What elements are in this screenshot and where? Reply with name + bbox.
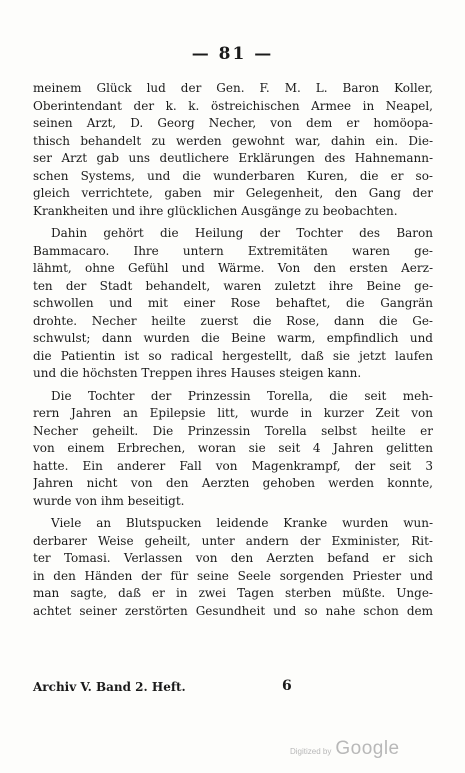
text-line: gleich verrichtete, gaben mir Gelegenheit, den Gang der: [33, 186, 433, 200]
body-text: [33, 80, 433, 620]
text-line: wurde von ihm beseitigt.: [33, 493, 185, 508]
text-line: Die Tochter der Prinzessin Torella, die seit meh-: [51, 388, 433, 403]
text-line: schen Systems, und die wunderbaren Kuren, die er so-: [33, 168, 433, 183]
footer-signature: Archiv V. Band 2. Heft.: [33, 680, 186, 694]
text-line: Dahin gehört die Heilung der Tochter des Baron: [51, 226, 433, 240]
text-line: achtet seiner zerstörten Gesundheit und so nahe schon dem: [33, 603, 433, 618]
text-line: in den Händen der für seine Seele sorgenden Priester und: [33, 568, 433, 583]
text-line: lähmt, ohne Gefühl und Wärme. Von den ersten Aerz-: [33, 261, 433, 275]
text-line: ser Arzt gab uns deutlichere Erklärungen des Hahnemann-: [33, 151, 433, 165]
footer-sheet-number: 6: [282, 678, 292, 694]
paragraph: [33, 388, 433, 511]
text-line: meinem Glück lud der Gen. F. M. L. Baron Koller,: [33, 81, 433, 95]
text-line: Oberintendant der k. k. östreichischen Armee in Neapel,: [33, 98, 433, 113]
text-line: Krankheiten und ihre glücklichen Ausgänge zu beobachten.: [33, 203, 398, 218]
watermark-prefix: Digitized by: [290, 747, 332, 756]
digitized-watermark: [290, 738, 400, 760]
text-line: Necher geheilt. Die Prinzessin Torella selbst heilte er: [33, 423, 433, 438]
page-number: — 81 —: [191, 44, 274, 64]
text-line: ter Tomasi. Verlassen von den Aerzten befand er sich: [33, 551, 433, 565]
text-line: thisch behandelt zu werden gewohnt war, dahin ein. Die-: [33, 133, 433, 148]
text-line: und die höchsten Treppen ihres Hauses steigen kann.: [33, 366, 362, 380]
text-line: die Patientin ist so radical hergestellt, daß sie jetzt laufen: [33, 348, 433, 363]
text-line: man sagte, daß er in zwei Tagen sterben müßte. Unge-: [33, 586, 433, 600]
text-line: schwulst; dann wurden die Beine warm, empfindlich und: [33, 331, 433, 345]
text-line: ten der Stadt behandelt, waren zuletzt ihre Beine ge-: [33, 278, 433, 293]
paragraph: [33, 80, 433, 220]
text-line: hatte. Ein anderer Fall von Magenkrampf, der seit 3: [33, 458, 433, 473]
text-line: Bammacaro. Ihre untern Extremitäten waren ge-: [33, 243, 433, 258]
text-line: von einem Erbrechen, woran sie seit 4 Jahren gelitten: [33, 441, 433, 455]
text-line: Jahren nicht von den Aerzten gehoben werden konnte,: [33, 476, 433, 490]
text-line: derbarer Weise geheilt, unter andern der Exminister, Rit-: [33, 533, 433, 548]
watermark-brand: Google: [335, 738, 400, 759]
text-line: schwollen und mit einer Rose behaftet, die Gangrän: [33, 296, 433, 310]
text-line: rern Jahren an Epilepsie litt, wurde in kurzer Zeit von: [33, 406, 433, 420]
paragraph: [33, 515, 433, 620]
text-line: Viele an Blutspucken leidende Kranke wurden wun-: [51, 516, 433, 530]
text-line: seinen Arzt, D. Georg Necher, von dem er homöopa-: [33, 116, 433, 130]
paragraph: [33, 225, 433, 383]
text-line: drohte. Necher heilte zuerst die Rose, dann die Ge-: [33, 313, 433, 328]
